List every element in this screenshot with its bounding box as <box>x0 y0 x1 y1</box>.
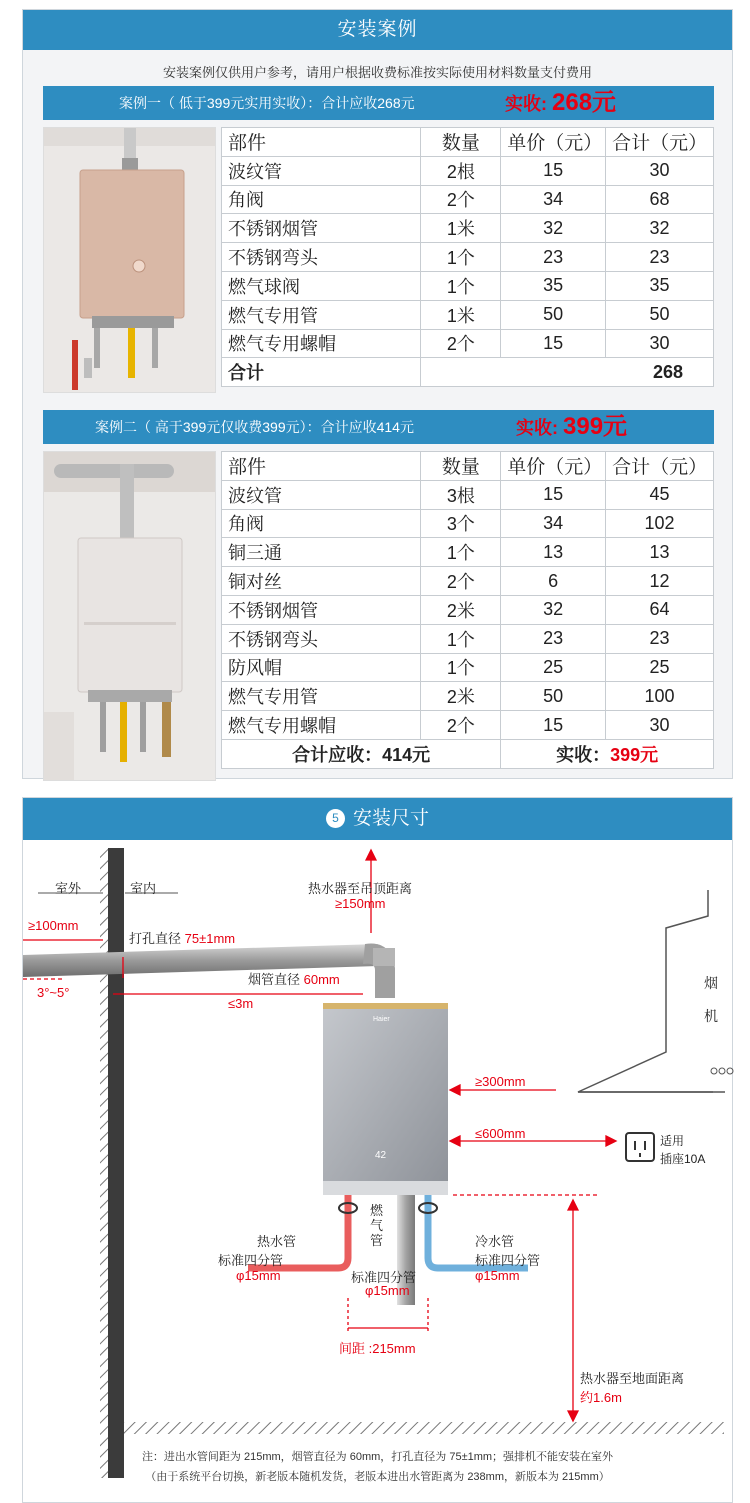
cell-part: 燃气专用螺帽 <box>222 329 421 358</box>
col-qty: 数量 <box>421 128 501 157</box>
hole-value: 75±1mm <box>184 931 236 946</box>
floor-value: 约1.6m <box>580 1390 622 1405</box>
floor-hatch <box>124 1422 724 1434</box>
col-part: 部件 <box>222 452 421 481</box>
gas-pipe-size: φ15mm <box>365 1283 410 1298</box>
case1-paid-amount: 268元 <box>552 89 617 116</box>
install-size-title: 安装尺寸 <box>352 808 429 829</box>
indoor-label: 室内 <box>130 881 157 896</box>
cell-part: 铜对丝 <box>222 567 421 596</box>
table-row <box>222 214 714 243</box>
table-total-row <box>222 358 714 387</box>
hood-text-2: 机 <box>704 1008 718 1024</box>
cell-qty: 1米 <box>421 300 501 329</box>
table-row <box>222 243 714 272</box>
cell-sum: 45 <box>606 480 714 509</box>
flue-bend-rings <box>373 948 395 966</box>
col-price: 单价（元） <box>501 452 606 481</box>
flue-value: 60mm <box>303 972 340 987</box>
hot-pipe-spec: 标准四分管 <box>218 1253 284 1268</box>
table-row <box>222 185 714 214</box>
gas-pipe-label: 燃气管 <box>370 1203 384 1248</box>
total-label: 合计 <box>222 358 421 387</box>
cell-price: 23 <box>501 243 606 272</box>
cell-part: 角阀 <box>222 185 421 214</box>
cell-price: 25 <box>501 653 606 682</box>
cell-qty: 2个 <box>421 329 501 358</box>
case2-paid-amount: 399元 <box>563 413 628 440</box>
flue-diameter-label <box>248 969 340 988</box>
cell-sum: 30 <box>606 711 714 740</box>
cell-price: 15 <box>501 156 606 185</box>
spacing-label: 间距 :215mm <box>339 1341 416 1356</box>
case2-photo <box>43 451 216 781</box>
ceiling-value: ≥150mm <box>335 896 386 911</box>
wall-hatch <box>100 848 108 1478</box>
table-total-row <box>222 739 714 768</box>
paid-total-amount: 399元 <box>610 744 659 765</box>
cell-part: 防风帽 <box>222 653 421 682</box>
cell-qty: 3根 <box>421 480 501 509</box>
ceiling-label: 热水器至吊顶距离 <box>308 881 413 896</box>
cell-sum: 30 <box>606 156 714 185</box>
floor-label: 热水器至地面距离 <box>580 1371 685 1386</box>
cell-qty: 1个 <box>421 243 501 272</box>
cell-price: 50 <box>501 682 606 711</box>
cell-qty: 2个 <box>421 185 501 214</box>
cold-pipe-label: 冷水管 <box>475 1234 515 1249</box>
cell-price: 23 <box>501 624 606 653</box>
cell-sum: 35 <box>606 271 714 300</box>
cell-part: 不锈钢烟管 <box>222 595 421 624</box>
case1-header: 案例一（ 低于399元实用实收）：合计应收268元 <box>119 95 415 111</box>
cell-part: 燃气专用管 <box>222 300 421 329</box>
cell-price: 32 <box>501 595 606 624</box>
cell-part: 不锈钢烟管 <box>222 214 421 243</box>
step-number: 5 <box>326 809 345 828</box>
cell-part: 燃气专用螺帽 <box>222 711 421 740</box>
cell-qty: 2米 <box>421 595 501 624</box>
cell-price: 50 <box>501 300 606 329</box>
cell-sum: 13 <box>606 538 714 567</box>
socket-distance-label: ≤600mm <box>475 1126 526 1141</box>
col-qty: 数量 <box>421 452 501 481</box>
cell-sum: 102 <box>606 509 714 538</box>
gas-pipe-spec: 标准四分管 <box>351 1270 417 1285</box>
cell-price: 35 <box>501 271 606 300</box>
cell-qty: 2个 <box>421 711 501 740</box>
cell-part: 不锈钢弯头 <box>222 243 421 272</box>
hole-label <box>129 928 235 947</box>
case2-paid <box>516 410 627 445</box>
cell-price: 15 <box>501 329 606 358</box>
table-row <box>222 653 714 682</box>
cell-qty: 3个 <box>421 509 501 538</box>
case1-photo <box>43 127 216 393</box>
cell-part: 角阀 <box>222 509 421 538</box>
hot-pipe-label: 热水管 <box>257 1234 297 1249</box>
cell-sum: 25 <box>606 653 714 682</box>
table-row <box>222 271 714 300</box>
install-cases-notice: 安装案例仅供用户参考，请用户根据收费标准按实际使用材料数量支付费用 <box>162 65 592 80</box>
case2-header-bar <box>43 410 714 444</box>
col-part: 部件 <box>222 128 421 157</box>
cell-sum: 100 <box>606 682 714 711</box>
cell-qty: 1个 <box>421 271 501 300</box>
socket-label-1: 适用 <box>660 1134 685 1148</box>
flue-label-text: 烟管直径 <box>248 972 301 987</box>
table-row <box>222 480 714 509</box>
cell-sum: 23 <box>606 243 714 272</box>
footnote-1: 注：进出水管间距为 215mm，烟管直径为 60mm，打孔直径为 75±1mm；强排机不能安装在室外 <box>141 1451 614 1463</box>
col-sum: 合计（元） <box>606 452 714 481</box>
cold-pipe-size: φ15mm <box>475 1268 520 1283</box>
cell-part: 波纹管 <box>222 480 421 509</box>
slope-label: 3°~5° <box>37 985 70 1000</box>
install-cases-panel <box>22 9 733 779</box>
cell-sum: 12 <box>606 567 714 596</box>
cell-qty: 1米 <box>421 214 501 243</box>
paid-total <box>501 739 714 768</box>
flue-length-label: ≤3m <box>228 996 254 1011</box>
install-size-panel <box>22 797 733 1503</box>
hole-label-text: 打孔直径 <box>129 931 182 946</box>
case1-paid-label: 实收: <box>505 94 547 114</box>
cell-part: 波纹管 <box>222 156 421 185</box>
case2-table <box>221 451 714 769</box>
cell-price: 15 <box>501 711 606 740</box>
table-row <box>222 329 714 358</box>
heater-display: 42 <box>375 1150 387 1161</box>
case1-table <box>221 127 714 387</box>
cell-sum: 23 <box>606 624 714 653</box>
table-row <box>222 567 714 596</box>
cell-sum: 68 <box>606 185 714 214</box>
cell-sum: 50 <box>606 300 714 329</box>
table-row <box>222 711 714 740</box>
outdoor-label: 室外 <box>55 881 82 896</box>
cell-part: 不锈钢弯头 <box>222 624 421 653</box>
cell-price: 13 <box>501 538 606 567</box>
install-cases-title: 安装案例 <box>23 10 732 50</box>
range-hood-outline <box>578 890 713 1092</box>
cell-price: 34 <box>501 185 606 214</box>
table-row <box>222 156 714 185</box>
heater-bottom <box>323 1181 448 1195</box>
heater-brand: Haier <box>373 1016 390 1023</box>
cell-price: 6 <box>501 567 606 596</box>
cell-price: 15 <box>501 480 606 509</box>
col-price: 单价（元） <box>501 128 606 157</box>
cell-part: 燃气专用管 <box>222 682 421 711</box>
cold-pipe-spec: 标准四分管 <box>475 1253 541 1268</box>
footnote-2: （由于系统平台切换，新老版本随机发货，老版本进出水管距离为 238mm，新版本为 215mm） <box>145 1471 610 1483</box>
paid-total-label: 实收： <box>556 744 611 765</box>
case1-header-bar <box>43 86 714 120</box>
hood-distance-label: ≥300mm <box>475 1074 526 1089</box>
case2-paid-label: 实收: <box>516 418 558 438</box>
case1-paid <box>505 86 616 121</box>
cell-qty: 2根 <box>421 156 501 185</box>
table-row <box>222 682 714 711</box>
table-row <box>222 595 714 624</box>
min-outside-label: ≥100mm <box>28 918 79 933</box>
cell-qty: 1个 <box>421 538 501 567</box>
table-row <box>222 624 714 653</box>
hot-pipe-size: φ15mm <box>236 1268 281 1283</box>
col-sum: 合计（元） <box>606 128 714 157</box>
table-row <box>222 538 714 567</box>
cell-sum: 32 <box>606 214 714 243</box>
case2-header: 案例二（ 高于399元仅收费399元）：合计应收414元 <box>95 419 414 435</box>
cell-price: 32 <box>501 214 606 243</box>
cell-sum: 30 <box>606 329 714 358</box>
receivable-total: 合计应收：414元 <box>222 739 501 768</box>
table-row <box>222 300 714 329</box>
socket-label-2: 插座10A <box>660 1152 706 1166</box>
cell-part: 铜三通 <box>222 538 421 567</box>
cell-qty: 2米 <box>421 682 501 711</box>
cell-part: 燃气球阀 <box>222 271 421 300</box>
cell-qty: 1个 <box>421 624 501 653</box>
cell-price: 34 <box>501 509 606 538</box>
total-value: 268 <box>421 358 714 387</box>
table-header-row <box>222 128 714 157</box>
table-row <box>222 509 714 538</box>
wall <box>108 848 124 1478</box>
heater-body <box>323 1009 448 1195</box>
cell-qty: 1个 <box>421 653 501 682</box>
cell-sum: 64 <box>606 595 714 624</box>
table-header-row <box>222 452 714 481</box>
hood-text-1: 烟 <box>704 975 718 991</box>
cell-qty: 2个 <box>421 567 501 596</box>
